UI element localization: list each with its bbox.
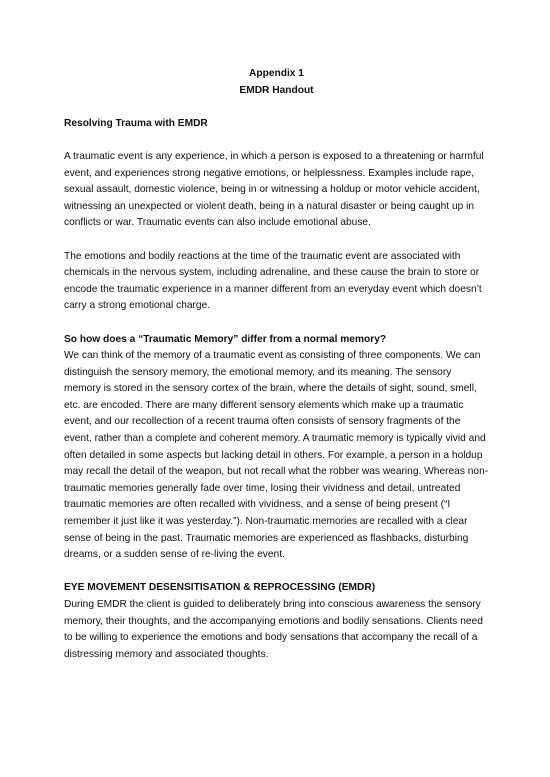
paragraph-emotions-bodily-reactions: The emotions and bodily reactions at the time of the traumatic event are associated with chemicals in the nervous system, including adrenaline, and these cause the brain to store or encode the traumatic experience in a manner different from an everyday event which doesn’t carry a strong emotional charge. (64, 250, 482, 312)
section-heading-resolving-trauma: Resolving Trauma with EMDR (64, 117, 208, 129)
spacer (64, 99, 489, 116)
appendix-label: Appendix 1 (249, 68, 304, 79)
paragraph-emdr: During EMDR the client is guided to deliberately bring into conscious awareness the sensory memory, their thoughts, and the accompanying emotions and bodily sensations. Clients need to be willing to experience the emotions and body sensations that accompany the recall of a distressing memory and associated thoughts. (64, 599, 483, 660)
spacer (64, 315, 489, 332)
document-title: EMDR Handout (239, 84, 314, 96)
section-heading-emdr: EYE MOVEMENT DESENSITISATION & REPROCESSING (EMDR) (64, 582, 376, 594)
section-heading-traumatic-memory: So how does a “Traumatic Memory” differ from a normal memory? (64, 333, 387, 345)
spacer (64, 132, 489, 149)
document-body (64, 66, 489, 663)
spacer (64, 232, 489, 249)
paragraph-traumatic-event: A traumatic event is any experience, in which a person is exposed to a threatening or harmful event, and experiences strong negative emotions, or helplessness. Examples include rape, sexual assault, domestic violence, being in or witnessing a holdup or motor vehicle accident, witnessing an unexpected or violent death, being in a natural disaster or being caught up in conflicts or war. Traumatic events can also include emotional abuse. (64, 150, 484, 229)
paragraph-traumatic-memory: We can think of the memory of a traumatic event as consisting of three components. We can distinguish the sensory memory, the emotional memory, and its meaning. The sensory memory is stored in the sensory cortex of the brain, where the details of sight, sound, smell, etc. are encoded. There are many different sensory elements which make up a traumatic event, and our recollection of a recent trauma often consists of sensory fragments of the event, rather than a complete and coherent memory. A traumatic memory is typically vivid and often detailed in some aspects but lacking detail in others. For example, a person in a holdup may recall the detail of the weapon, but not recall what the robber was wearing. Whereas non-traumatic memories generally fade over time, losing their vividness and detail, untreated traumatic memories are often recalled with vividness, and a sense of being present (“I remember it just like it was yesterday.”). Non-traumatic memories are recalled with a clear sense of being in the past. Traumatic memories are experienced as flashbacks, disturbing dreams, or a sudden sense of re-living the event. (64, 350, 489, 561)
spacer (64, 564, 489, 581)
